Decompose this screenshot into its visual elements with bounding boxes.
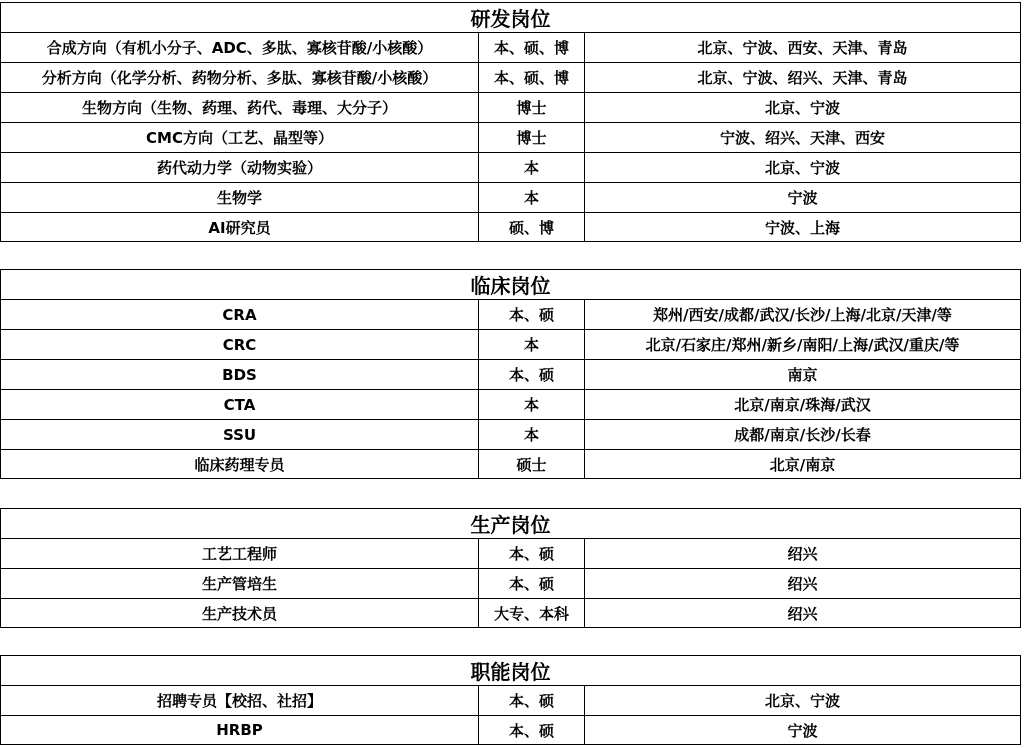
position-cell: AI研究员 [1, 213, 479, 241]
section-title: 临床岗位 [0, 269, 1021, 299]
table-row [0, 538, 1021, 568]
degree-cell: 硕、博 [479, 213, 585, 241]
table-row [0, 32, 1021, 62]
position-cell: 临床药理专员 [1, 450, 479, 478]
location-cell: 北京、宁波 [764, 159, 840, 177]
degree-cell: 本、硕、博 [479, 33, 585, 62]
section-title: 生产岗位 [0, 508, 1021, 538]
degree-cell: 本 [479, 183, 585, 212]
table-row [0, 92, 1021, 122]
degree-cell: 硕士 [479, 450, 585, 478]
table-row [0, 389, 1021, 419]
location-cell: 宁波、绍兴、天津、西安 [719, 129, 885, 147]
position-cell: 生产管培生 [1, 569, 479, 598]
location-cell: 北京、宁波、西安、天津、青岛 [697, 39, 908, 57]
section-title: 研发岗位 [0, 2, 1021, 32]
table-row [0, 685, 1021, 715]
section-title: 职能岗位 [0, 655, 1021, 685]
table-row [0, 299, 1021, 329]
location-cell: 绍兴 [787, 545, 818, 563]
degree-cell: 本 [479, 390, 585, 419]
position-cell: CTA [1, 390, 479, 419]
degree-cell: 本、硕、博 [479, 63, 585, 92]
table-row [0, 212, 1021, 242]
table-row [0, 449, 1021, 479]
position-cell: 工艺工程师 [1, 539, 479, 568]
position-cell: 分析方向（化学分析、药物分析、多肽、寡核苷酸/小核酸） [1, 63, 479, 92]
degree-cell: 博士 [479, 93, 585, 122]
position-cell: 生物方向（生物、药理、药代、毒理、大分子） [1, 93, 479, 122]
location-cell: 宁波 [787, 721, 818, 740]
location-cell: 北京、宁波 [764, 692, 840, 710]
degree-cell: 本、硕 [479, 569, 585, 598]
position-cell: SSU [1, 420, 479, 449]
table-row [0, 419, 1021, 449]
location-cell: 北京/南京/珠海/武汉 [734, 396, 871, 414]
position-cell: 生物学 [1, 183, 479, 212]
location-cell: 宁波、上海 [764, 218, 840, 237]
position-cell: CRC [1, 330, 479, 359]
position-cell: 合成方向（有机小分子、ADC、多肽、寡核苷酸/小核酸） [1, 33, 479, 62]
table-row [0, 568, 1021, 598]
table-row [0, 122, 1021, 152]
degree-cell: 本、硕 [479, 686, 585, 715]
degree-cell: 本、硕 [479, 539, 585, 568]
degree-cell: 本、硕 [479, 716, 585, 744]
table-row [0, 152, 1021, 182]
table-row [0, 598, 1021, 628]
location-cell: 绍兴 [787, 604, 818, 623]
location-cell: 北京/南京 [769, 455, 836, 474]
location-cell: 北京/石家庄/郑州/新乡/南阳/上海/武汉/重庆/等 [645, 336, 960, 354]
location-cell: 绍兴 [787, 575, 818, 593]
position-cell: 生产技术员 [1, 599, 479, 627]
position-cell: CRA [1, 300, 479, 329]
degree-cell: 本 [479, 153, 585, 182]
degree-cell: 大专、本科 [479, 599, 585, 627]
degree-cell: 本 [479, 420, 585, 449]
location-cell: 南京 [787, 366, 818, 384]
location-cell: 北京、宁波 [764, 99, 840, 117]
location-cell: 郑州/西安/成都/武汉/长沙/上海/北京/天津/等 [653, 306, 952, 324]
position-cell: 药代动力学（动物实验） [1, 153, 479, 182]
position-cell: CMC方向（工艺、晶型等） [1, 123, 479, 152]
degree-cell: 本、硕 [479, 360, 585, 389]
table-row [0, 182, 1021, 212]
location-cell: 成都/南京/长沙/长春 [734, 426, 871, 444]
degree-cell: 本、硕 [479, 300, 585, 329]
table-row [0, 329, 1021, 359]
position-cell: 招聘专员【校招、社招】 [1, 686, 479, 715]
position-cell: HRBP [1, 716, 479, 744]
table-row [0, 359, 1021, 389]
table-row [0, 715, 1021, 745]
location-cell: 宁波 [787, 189, 818, 207]
table-row [0, 62, 1021, 92]
degree-cell: 博士 [479, 123, 585, 152]
position-cell: BDS [1, 360, 479, 389]
degree-cell: 本 [479, 330, 585, 359]
location-cell: 北京、宁波、绍兴、天津、青岛 [697, 69, 908, 87]
